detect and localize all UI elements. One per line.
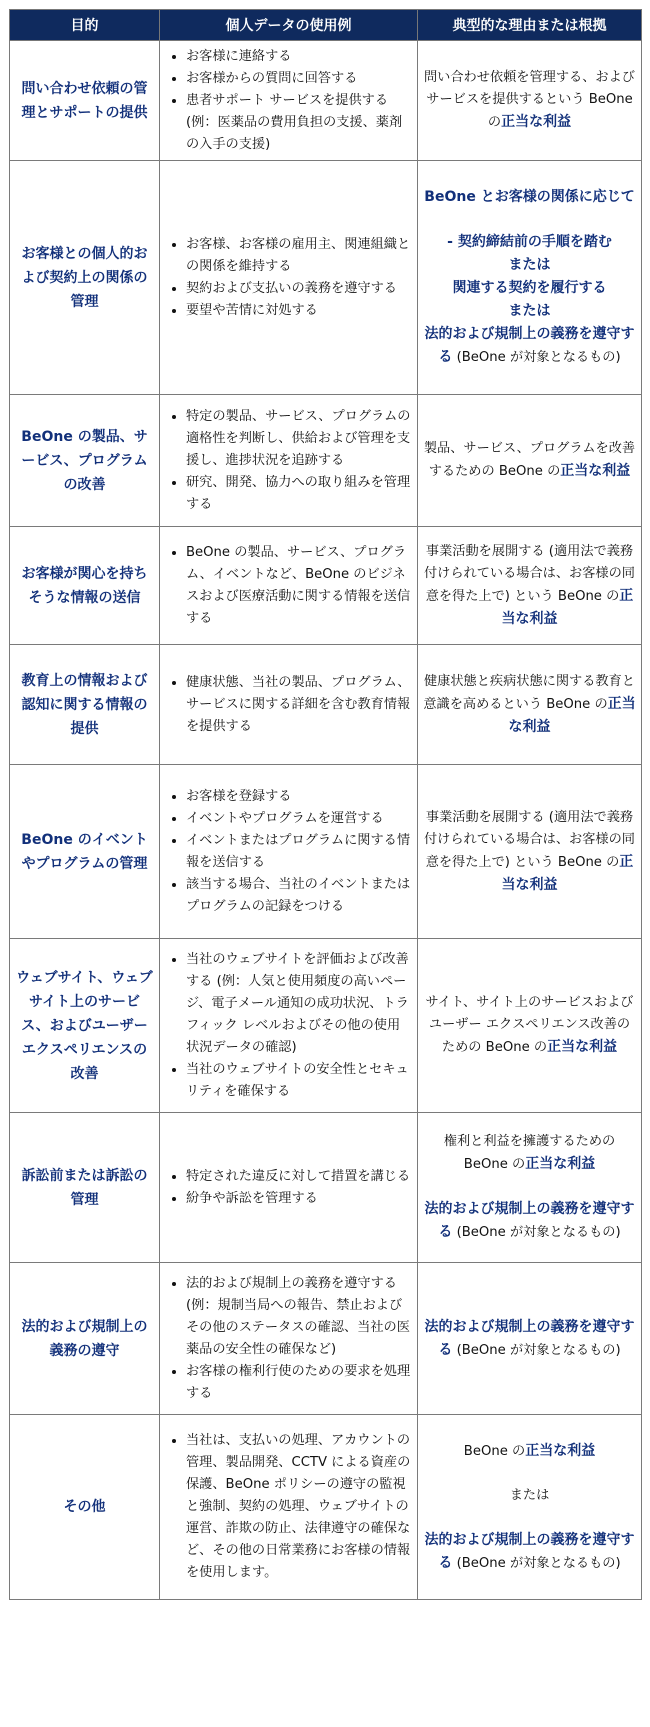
basis-text: 権利と利益を擁護するための BeOne の bbox=[443, 1134, 616, 1172]
basis-cell bbox=[418, 161, 642, 395]
basis-text: (BeOne が対象となるもの) bbox=[452, 1555, 621, 1571]
purpose-cell: その他 bbox=[10, 1415, 160, 1600]
header-purpose: 目的 bbox=[10, 10, 160, 41]
table-row bbox=[10, 1415, 642, 1600]
table-row bbox=[10, 395, 642, 527]
table-row bbox=[10, 645, 642, 765]
examples-cell bbox=[160, 161, 418, 395]
basis-paragraph bbox=[423, 1131, 636, 1176]
basis-cell bbox=[418, 1113, 642, 1263]
list-item: • 要望や苦情に対処する bbox=[186, 300, 411, 322]
table-header-row bbox=[10, 10, 642, 41]
basis-paragraph bbox=[423, 254, 636, 277]
examples-cell bbox=[160, 765, 418, 939]
examples-list bbox=[160, 672, 417, 738]
examples-cell bbox=[160, 939, 418, 1113]
examples-list bbox=[160, 46, 417, 156]
basis-paragraph bbox=[423, 438, 636, 483]
basis-paragraph bbox=[423, 1485, 636, 1507]
legal-basis-text: 正当な利益 bbox=[560, 463, 631, 479]
basis-cell bbox=[418, 939, 642, 1113]
examples-cell bbox=[160, 645, 418, 765]
legal-basis-text: 法的および規制上の義務を遵守する bbox=[424, 1201, 635, 1240]
purpose-cell: 教育上の情報および認知に関する情報の提供 bbox=[10, 645, 160, 765]
table-row bbox=[10, 1263, 642, 1415]
purpose-cell: BeOne の製品、サービス、プログラムの改善 bbox=[10, 395, 160, 527]
legal-basis-text: 法的および規制上の義務を遵守する bbox=[424, 1318, 635, 1358]
examples-list bbox=[160, 406, 417, 516]
examples-cell bbox=[160, 41, 418, 161]
list-item: • BeOne の製品、サービス、プログラム、イベントなど、BeOne のビジネスおよび医療活動に関する情報を送信する bbox=[186, 542, 411, 630]
legal-basis-text: 正当な利益 bbox=[501, 853, 634, 893]
basis-paragraph bbox=[423, 300, 636, 323]
examples-cell bbox=[160, 1263, 418, 1415]
legal-basis-text: 法的および規制上の義務を遵守する bbox=[424, 326, 635, 365]
legal-basis-text: 法的および規制上の義務を遵守する bbox=[424, 1531, 635, 1571]
basis-text: (BeOne が対象となるもの) bbox=[452, 1342, 621, 1358]
examples-cell bbox=[160, 1415, 418, 1600]
basis-text: 事業活動を展開する (適用法で義務付けられている場合は、お客様の同意を得た上で) という BeOne の bbox=[424, 809, 635, 870]
basis-cell bbox=[418, 1263, 642, 1415]
basis-text: 問い合わせ依頼を管理する、およびサービスを提供するという BeOne の bbox=[424, 70, 635, 130]
basis-paragraph bbox=[423, 67, 636, 134]
basis-text: 健康状態と疾病状態に関する教育と意識を高めるという BeOne の bbox=[423, 673, 635, 712]
examples-list bbox=[160, 949, 417, 1103]
examples-list bbox=[160, 1273, 417, 1405]
list-item: • イベントまたはプログラムに関する情報を送信する bbox=[186, 830, 411, 874]
basis-paragraph bbox=[423, 541, 636, 631]
purpose-cell: 訴訟前または訴訟の管理 bbox=[10, 1113, 160, 1263]
paragraph-spacer bbox=[423, 1507, 636, 1529]
purpose-cell: 法的および規制上の義務の遵守 bbox=[10, 1263, 160, 1415]
table-row bbox=[10, 939, 642, 1113]
purpose-cell: 問い合わせ依頼の管理とサポートの提供 bbox=[10, 41, 160, 161]
list-item: • イベントやプログラムを運営する bbox=[186, 808, 411, 830]
basis-paragraph bbox=[423, 186, 636, 209]
basis-cell bbox=[418, 645, 642, 765]
basis-paragraph bbox=[423, 1529, 636, 1575]
paragraph-spacer bbox=[423, 209, 636, 231]
list-item: • 契約および支払いの義務を遵守する bbox=[186, 278, 411, 300]
list-item: • 該当する場合、当社のイベントまたはプログラムの記録をつける bbox=[186, 874, 411, 918]
legal-basis-text: 正当な利益 bbox=[501, 587, 634, 627]
legal-basis-text: 関連する契約を履行する bbox=[452, 280, 607, 296]
legal-basis-text: または bbox=[508, 257, 551, 273]
list-item: • 当社のウェブサイトの安全性とセキュリティを確保する bbox=[186, 1059, 411, 1103]
legal-basis-text: 正当な利益 bbox=[547, 1039, 618, 1055]
header-examples: 個人データの使用例 bbox=[160, 10, 418, 41]
table-row bbox=[10, 1113, 642, 1263]
basis-text: BeOne の bbox=[463, 1443, 526, 1459]
list-item: • 紛争や訴訟を管理する bbox=[186, 1188, 411, 1210]
list-item: • 患者サポート サービスを提供する (例：医薬品の費用負担の支援、薬剤の入手の支援) bbox=[186, 90, 411, 156]
examples-cell bbox=[160, 527, 418, 645]
basis-cell bbox=[418, 1415, 642, 1600]
list-item: • 当社は、支払いの処理、アカウントの管理、製品開発、CCTV による資産の保護、BeOne ポリシーの遵守の監視と強制、契約の処理、ウェブサイトの運営、詐欺の防止、法律遵守の確保など、その他の日常業務にお客様の情報を使用します。 bbox=[186, 1430, 411, 1584]
basis-text: 事業活動を展開する (適用法で義務付けられている場合は、お客様の同意を得た上で) という BeOne の bbox=[424, 543, 635, 604]
examples-list bbox=[160, 542, 417, 630]
basis-paragraph bbox=[423, 231, 636, 254]
list-item: • お客様、お客様の雇用主、関連組織との関係を維持する bbox=[186, 234, 411, 278]
basis-paragraph bbox=[423, 992, 636, 1059]
legal-basis-text: 正当な利益 bbox=[525, 1442, 596, 1459]
list-item: • 研究、開発、協力への取り組みを管理する bbox=[186, 472, 411, 516]
purpose-cell: お客様が関心を持ちそうな情報の送信 bbox=[10, 527, 160, 645]
header-basis: 典型的な理由または根拠 bbox=[418, 10, 642, 41]
basis-paragraph bbox=[423, 277, 636, 300]
list-item: • 特定された違反に対して措置を講じる bbox=[186, 1166, 411, 1188]
purpose-cell: ウェブサイト、ウェブサイト上のサービス、およびユーザー エクスペリエンスの改善 bbox=[10, 939, 160, 1113]
list-item: • 法的および規制上の義務を遵守する (例：規制当局への報告、禁止およびその他のステータスの確認、当社の医薬品の安全性の確保など) bbox=[186, 1273, 411, 1361]
purpose-cell: お客様との個人的および契約上の関係の管理 bbox=[10, 161, 160, 395]
examples-list bbox=[160, 234, 417, 322]
basis-text: サイト、サイト上のサービスおよびユーザー エクスペリエンス改善のための BeOne の bbox=[425, 995, 634, 1055]
list-item: • お客様を登録する bbox=[186, 786, 411, 808]
table-body bbox=[10, 41, 642, 1600]
basis-cell bbox=[418, 765, 642, 939]
basis-paragraph bbox=[423, 1316, 636, 1362]
examples-cell bbox=[160, 1113, 418, 1263]
paragraph-spacer bbox=[423, 1463, 636, 1485]
paragraph-spacer bbox=[423, 1176, 636, 1198]
table-row bbox=[10, 527, 642, 645]
legal-basis-text: または bbox=[508, 303, 551, 319]
examples-list bbox=[160, 786, 417, 918]
legal-basis-text: 正当な利益 bbox=[508, 695, 636, 735]
legal-basis-text: 正当な利益 bbox=[501, 114, 572, 130]
list-item: • 健康状態、当社の製品、プログラム、サービスに関する詳細を含む教育情報を提供する bbox=[186, 672, 411, 738]
purpose-table bbox=[9, 9, 642, 1600]
list-item: • お客様の権利行使のための要求を処理する bbox=[186, 1361, 411, 1405]
list-item: • お客様に連絡する bbox=[186, 46, 411, 68]
table-row bbox=[10, 41, 642, 161]
list-item: • 当社のウェブサイトを評価および改善する (例：人気と使用頻度の高いページ、電子メール通知の成功状況、トラフィック レベルおよびその他の使用状況データの確認) bbox=[186, 949, 411, 1059]
basis-text: (BeOne が対象となるもの) bbox=[452, 1225, 621, 1240]
basis-cell bbox=[418, 527, 642, 645]
examples-list bbox=[160, 1166, 417, 1210]
list-item: • 特定の製品、サービス、プログラムの適格性を判断し、供給および管理を支援し、進捗状況を追跡する bbox=[186, 406, 411, 472]
basis-cell bbox=[418, 41, 642, 161]
basis-text: または bbox=[509, 1487, 550, 1503]
examples-cell bbox=[160, 395, 418, 527]
basis-cell bbox=[418, 395, 642, 527]
legal-basis-text: - 契約締結前の手順を踏む bbox=[447, 234, 612, 250]
table-row bbox=[10, 765, 642, 939]
basis-paragraph bbox=[423, 671, 636, 739]
basis-paragraph bbox=[423, 1198, 636, 1244]
basis-text: (BeOne が対象となるもの) bbox=[452, 350, 621, 365]
examples-list bbox=[160, 1430, 417, 1584]
table-row bbox=[10, 161, 642, 395]
purpose-cell: BeOne のイベントやプログラムの管理 bbox=[10, 765, 160, 939]
legal-basis-text: 正当な利益 bbox=[525, 1156, 596, 1172]
list-item: • お客様からの質問に回答する bbox=[186, 68, 411, 90]
basis-text: 製品、サービス、プログラムを改善するための BeOne の bbox=[423, 441, 636, 479]
legal-basis-text: BeOne とお客様の関係に応じて bbox=[424, 189, 635, 205]
basis-paragraph bbox=[423, 1440, 636, 1463]
basis-paragraph bbox=[423, 323, 636, 369]
basis-paragraph bbox=[423, 807, 636, 897]
